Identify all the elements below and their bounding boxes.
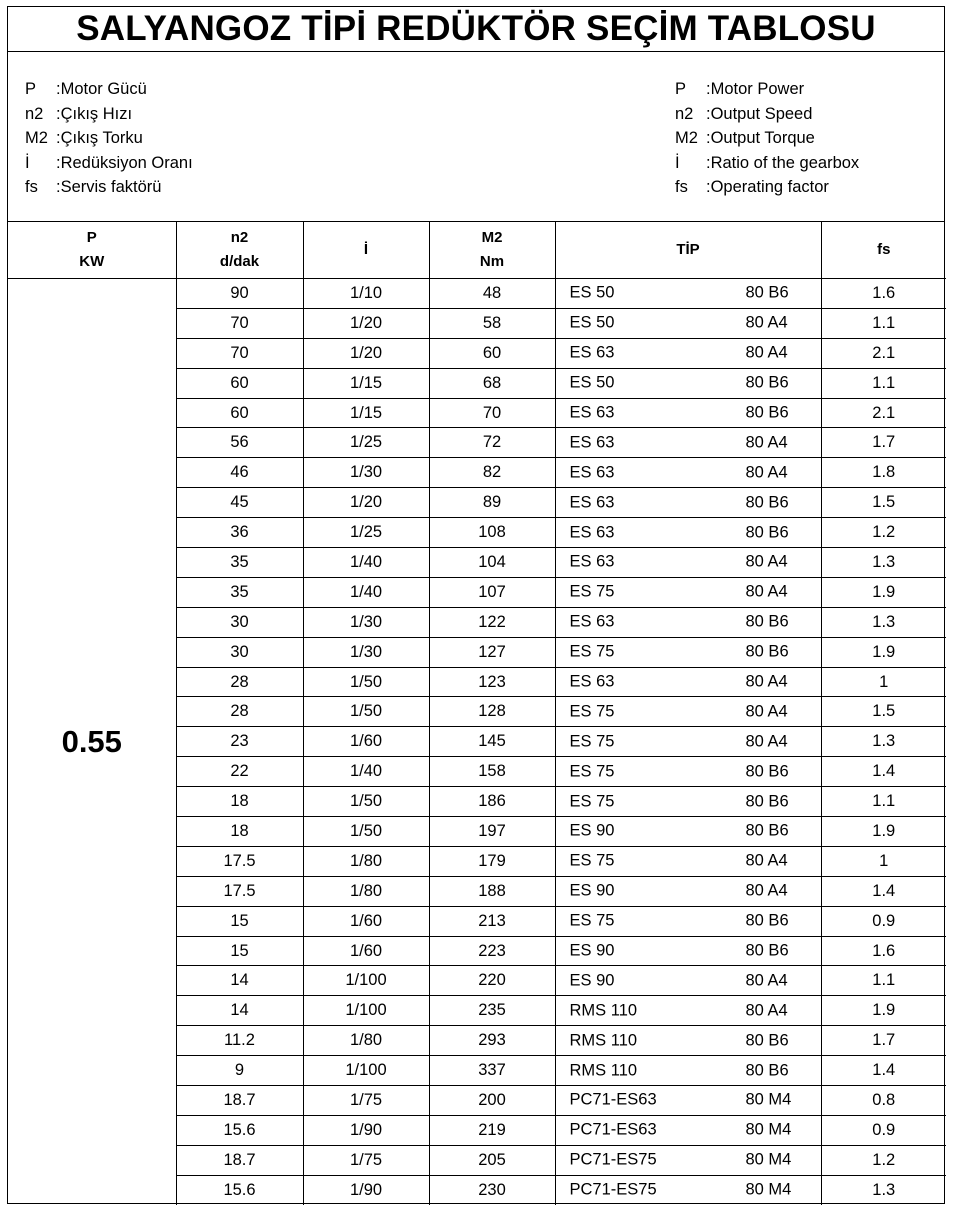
legend-item [25, 126, 193, 151]
gearbox-model: RMS 110 [569, 1001, 638, 1020]
legend-symbol: İ [675, 153, 680, 172]
cell-output-torque: 72 [429, 428, 555, 458]
cell-type [555, 458, 821, 488]
gearbox-model: RMS 110 [569, 1061, 638, 1080]
cell-ratio: 1/75 [303, 1145, 429, 1175]
legend-symbol: M2 [25, 129, 48, 147]
gearbox-model: PC71-ES75 [569, 1150, 657, 1169]
motor-type: 80 A4 [745, 971, 788, 990]
cell-output-torque: 82 [429, 458, 555, 488]
cell-output-speed: 70 [176, 308, 303, 338]
cell-output-speed: 28 [176, 667, 303, 697]
gearbox-model: ES 63 [569, 493, 615, 512]
legend-text: :Ratio of the gearbox [706, 153, 860, 172]
gearbox-model: ES 50 [569, 283, 615, 302]
motor-type: 80 B6 [745, 1061, 789, 1080]
cell-output-speed: 15 [176, 906, 303, 936]
cell-ratio: 1/10 [303, 279, 429, 309]
legend-item [675, 77, 859, 102]
header-power-unit: KW [79, 252, 105, 270]
cell-ratio: 1/90 [303, 1115, 429, 1145]
cell-output-speed: 14 [176, 966, 303, 996]
selection-table [8, 221, 946, 1205]
cell-output-torque: 122 [429, 607, 555, 637]
legend-text: :Output Torque [706, 129, 815, 147]
cell-service-factor: 1.6 [821, 936, 946, 966]
cell-service-factor: 1.1 [821, 368, 946, 398]
cell-ratio: 1/40 [303, 548, 429, 578]
cell-service-factor: 2.1 [821, 398, 946, 428]
gearbox-model: ES 50 [569, 373, 615, 392]
cell-output-torque: 158 [429, 757, 555, 787]
cell-service-factor: 1.9 [821, 817, 946, 847]
cell-ratio: 1/25 [303, 428, 429, 458]
cell-type [555, 996, 821, 1026]
motor-type: 80 B6 [745, 941, 789, 960]
cell-output-torque: 223 [429, 936, 555, 966]
gearbox-model: PC71-ES63 [569, 1120, 657, 1139]
gearbox-model: ES 63 [569, 403, 615, 422]
header-output-torque [429, 221, 555, 279]
cell-output-speed: 56 [176, 428, 303, 458]
cell-output-torque: 128 [429, 697, 555, 727]
gearbox-model: ES 63 [569, 552, 615, 571]
cell-ratio: 1/60 [303, 906, 429, 936]
cell-output-torque: 230 [429, 1175, 555, 1204]
cell-type [555, 1086, 821, 1116]
cell-service-factor: 1.8 [821, 458, 946, 488]
cell-type [555, 398, 821, 428]
cell-output-speed: 15.6 [176, 1175, 303, 1204]
legend-text: :Motor Gücü [56, 80, 147, 98]
gearbox-model: ES 63 [569, 433, 615, 452]
cell-output-torque: 197 [429, 817, 555, 847]
cell-type [555, 1115, 821, 1145]
header-m2-unit: Nm [479, 252, 505, 270]
motor-type: 80 M4 [745, 1090, 792, 1109]
cell-service-factor: 1.9 [821, 577, 946, 607]
header-power [8, 221, 176, 279]
cell-output-speed: 36 [176, 518, 303, 548]
motor-type: 80 B6 [745, 403, 789, 422]
gearbox-model: RMS 110 [569, 1031, 638, 1050]
cell-output-torque: 145 [429, 727, 555, 757]
motor-type: 80 B6 [745, 911, 789, 930]
legend-text: :Çıkış Torku [56, 129, 143, 147]
cell-output-speed: 11.2 [176, 1026, 303, 1056]
cell-service-factor: 1.9 [821, 996, 946, 1026]
cell-output-speed: 46 [176, 458, 303, 488]
cell-output-speed: 15.6 [176, 1115, 303, 1145]
cell-output-torque: 58 [429, 308, 555, 338]
cell-output-torque: 337 [429, 1056, 555, 1086]
cell-service-factor: 1.3 [821, 607, 946, 637]
cell-service-factor: 1.4 [821, 757, 946, 787]
motor-type: 80 A4 [745, 851, 788, 870]
table-header-row [8, 221, 946, 279]
motor-type: 80 A4 [745, 343, 788, 362]
legend-turkish [25, 77, 193, 200]
cell-output-torque: 60 [429, 338, 555, 368]
cell-output-torque: 123 [429, 667, 555, 697]
motor-type: 80 M4 [745, 1150, 792, 1169]
cell-service-factor: 0.9 [821, 1115, 946, 1145]
header-fs-label: fs [877, 240, 891, 258]
cell-service-factor: 1.1 [821, 966, 946, 996]
header-type-label: TİP [676, 240, 700, 258]
legend-symbol: İ [25, 153, 30, 172]
cell-type [555, 428, 821, 458]
motor-type: 80 M4 [745, 1120, 792, 1139]
table-body [8, 279, 946, 1205]
cell-service-factor: 1.4 [821, 1056, 946, 1086]
motor-type: 80 A4 [745, 313, 788, 332]
cell-output-speed: 60 [176, 398, 303, 428]
motor-type: 80 B6 [745, 493, 789, 512]
motor-type: 80 B6 [745, 523, 789, 542]
cell-output-torque: 213 [429, 906, 555, 936]
cell-type [555, 548, 821, 578]
cell-type [555, 936, 821, 966]
cell-ratio: 1/60 [303, 727, 429, 757]
cell-ratio: 1/30 [303, 637, 429, 667]
cell-ratio: 1/50 [303, 817, 429, 847]
gearbox-model: ES 63 [569, 463, 615, 482]
cell-output-torque: 220 [429, 966, 555, 996]
cell-type [555, 817, 821, 847]
cell-output-speed: 14 [176, 996, 303, 1026]
cell-ratio: 1/80 [303, 876, 429, 906]
header-ratio-label: İ [363, 240, 369, 258]
cell-output-speed: 35 [176, 548, 303, 578]
legend-symbol: fs [25, 178, 38, 196]
gearbox-model: ES 75 [569, 732, 615, 751]
cell-service-factor: 1.6 [821, 279, 946, 309]
gearbox-model: ES 75 [569, 851, 615, 870]
cell-output-speed: 28 [176, 697, 303, 727]
header-n2-label: n2 [230, 228, 249, 246]
cell-ratio: 1/50 [303, 787, 429, 817]
gearbox-model: ES 75 [569, 642, 615, 661]
cell-output-torque: 89 [429, 488, 555, 518]
cell-output-speed: 22 [176, 757, 303, 787]
cell-ratio: 1/20 [303, 488, 429, 518]
cell-output-torque: 107 [429, 577, 555, 607]
cell-output-torque: 127 [429, 637, 555, 667]
cell-type [555, 368, 821, 398]
gearbox-model: ES 90 [569, 881, 615, 900]
cell-ratio: 1/15 [303, 398, 429, 428]
legend-symbol: n2 [25, 104, 44, 123]
cell-output-torque: 188 [429, 876, 555, 906]
header-power-label: P [86, 228, 97, 246]
cell-output-speed: 45 [176, 488, 303, 518]
motor-type: 80 B6 [745, 762, 789, 781]
motor-type: 80 A4 [745, 1001, 788, 1020]
motor-type: 80 A4 [745, 582, 788, 601]
cell-service-factor: 1 [821, 667, 946, 697]
page-title: SALYANGOZ TİPİ REDÜKTÖR SEÇİM TABLOSU [8, 7, 944, 52]
cell-ratio: 1/50 [303, 697, 429, 727]
cell-output-speed: 17.5 [176, 876, 303, 906]
motor-type: 80 B6 [745, 283, 789, 302]
header-service-factor [821, 221, 946, 279]
cell-output-speed: 15 [176, 936, 303, 966]
motor-type: 80 A4 [745, 881, 788, 900]
cell-service-factor: 1.9 [821, 637, 946, 667]
cell-type [555, 518, 821, 548]
cell-ratio: 1/60 [303, 936, 429, 966]
cell-ratio: 1/75 [303, 1086, 429, 1116]
motor-type: 80 A4 [745, 732, 788, 751]
cell-service-factor: 1.3 [821, 548, 946, 578]
cell-service-factor: 1.3 [821, 1175, 946, 1204]
cell-type [555, 607, 821, 637]
legend-item [25, 102, 193, 127]
cell-service-factor: 1.7 [821, 1026, 946, 1056]
cell-output-torque: 186 [429, 787, 555, 817]
cell-type [555, 279, 821, 309]
gearbox-model: ES 90 [569, 821, 615, 840]
header-n2-unit: d/dak [219, 252, 260, 270]
cell-type [555, 787, 821, 817]
cell-type [555, 338, 821, 368]
cell-ratio: 1/80 [303, 846, 429, 876]
cell-type [555, 667, 821, 697]
legend-text: :Redüksiyon Oranı [56, 153, 193, 172]
gearbox-model: ES 50 [569, 313, 615, 332]
cell-type [555, 697, 821, 727]
table-row [8, 279, 946, 309]
motor-type: 80 A4 [745, 702, 788, 721]
cell-output-speed: 18.7 [176, 1145, 303, 1175]
cell-output-torque: 205 [429, 1145, 555, 1175]
cell-output-torque: 219 [429, 1115, 555, 1145]
header-output-speed [176, 221, 303, 279]
cell-output-speed: 90 [176, 279, 303, 309]
cell-output-speed: 17.5 [176, 846, 303, 876]
legend-text: :Çıkış Hızı [56, 104, 133, 123]
cell-type [555, 577, 821, 607]
legend-item [675, 102, 859, 127]
cell-ratio: 1/20 [303, 338, 429, 368]
cell-output-torque: 293 [429, 1026, 555, 1056]
cell-output-torque: 70 [429, 398, 555, 428]
cell-type [555, 1056, 821, 1086]
legend-panel [8, 51, 944, 222]
cell-type [555, 488, 821, 518]
cell-type [555, 637, 821, 667]
gearbox-model: ES 75 [569, 792, 615, 811]
cell-service-factor: 1.4 [821, 876, 946, 906]
cell-ratio: 1/50 [303, 667, 429, 697]
cell-ratio: 1/100 [303, 1056, 429, 1086]
cell-ratio: 1/30 [303, 458, 429, 488]
cell-service-factor: 1.1 [821, 308, 946, 338]
cell-type [555, 846, 821, 876]
cell-output-speed: 30 [176, 607, 303, 637]
cell-output-speed: 23 [176, 727, 303, 757]
power-value: 0.55 [61, 723, 122, 759]
cell-output-speed: 18.7 [176, 1086, 303, 1116]
cell-ratio: 1/25 [303, 518, 429, 548]
motor-type: 80 A4 [745, 552, 788, 571]
legend-text: :Motor Power [706, 80, 805, 98]
cell-service-factor: 1.5 [821, 488, 946, 518]
gearbox-model: ES 75 [569, 702, 615, 721]
motor-type: 80 B6 [745, 612, 789, 631]
cell-type [555, 757, 821, 787]
cell-output-speed: 9 [176, 1056, 303, 1086]
header-ratio [303, 221, 429, 279]
motor-type: 80 M4 [745, 1180, 792, 1199]
gearbox-model: PC71-ES63 [569, 1090, 657, 1109]
motor-type: 80 B6 [745, 373, 789, 392]
motor-type: 80 B6 [745, 792, 789, 811]
cell-service-factor: 1.2 [821, 518, 946, 548]
legend-item [675, 151, 859, 176]
legend-item [25, 77, 193, 102]
motor-type: 80 A4 [745, 463, 788, 482]
cell-output-torque: 179 [429, 846, 555, 876]
cell-service-factor: 1 [821, 846, 946, 876]
cell-output-speed: 60 [176, 368, 303, 398]
cell-type [555, 966, 821, 996]
cell-type [555, 906, 821, 936]
motor-type: 80 B6 [745, 642, 789, 661]
cell-ratio: 1/40 [303, 757, 429, 787]
gearbox-model: ES 63 [569, 612, 615, 631]
cell-output-speed: 18 [176, 817, 303, 847]
cell-ratio: 1/30 [303, 607, 429, 637]
gearbox-model: ES 63 [569, 343, 615, 362]
legend-item [675, 175, 859, 200]
cell-ratio: 1/90 [303, 1175, 429, 1204]
legend-symbol: P [675, 80, 687, 98]
legend-text: :Output Speed [706, 104, 813, 123]
cell-ratio: 1/15 [303, 368, 429, 398]
motor-type: 80 A4 [745, 433, 788, 452]
cell-service-factor: 1.3 [821, 727, 946, 757]
cell-ratio: 1/100 [303, 966, 429, 996]
legend-symbol: M2 [675, 129, 698, 147]
selection-table-sheet [7, 6, 945, 1204]
gearbox-model: PC71-ES75 [569, 1180, 657, 1199]
legend-item [675, 126, 859, 151]
cell-output-speed: 35 [176, 577, 303, 607]
cell-service-factor: 1.7 [821, 428, 946, 458]
cell-ratio: 1/20 [303, 308, 429, 338]
cell-service-factor: 1.5 [821, 697, 946, 727]
cell-output-torque: 108 [429, 518, 555, 548]
legend-text: :Servis faktörü [56, 178, 162, 196]
legend-text: :Operating factor [706, 178, 829, 196]
legend-symbol: P [25, 80, 37, 98]
gearbox-model: ES 75 [569, 762, 615, 781]
cell-output-speed: 18 [176, 787, 303, 817]
gearbox-model: ES 63 [569, 672, 615, 691]
cell-output-torque: 235 [429, 996, 555, 1026]
cell-type [555, 727, 821, 757]
cell-ratio: 1/40 [303, 577, 429, 607]
cell-type [555, 876, 821, 906]
cell-ratio: 1/100 [303, 996, 429, 1026]
cell-output-speed: 70 [176, 338, 303, 368]
cell-service-factor: 1.2 [821, 1145, 946, 1175]
gearbox-model: ES 90 [569, 971, 615, 990]
cell-type [555, 308, 821, 338]
gearbox-model: ES 75 [569, 582, 615, 601]
cell-service-factor: 2.1 [821, 338, 946, 368]
header-type [555, 221, 821, 279]
gearbox-model: ES 75 [569, 911, 615, 930]
gearbox-model: ES 63 [569, 523, 615, 542]
legend-item [25, 175, 193, 200]
cell-output-torque: 104 [429, 548, 555, 578]
legend-english [675, 77, 859, 200]
cell-output-torque: 48 [429, 279, 555, 309]
legend-item [25, 151, 193, 176]
cell-service-factor: 1.1 [821, 787, 946, 817]
motor-type: 80 B6 [745, 1031, 789, 1050]
cell-output-speed: 30 [176, 637, 303, 667]
cell-type [555, 1175, 821, 1204]
cell-service-factor: 0.9 [821, 906, 946, 936]
cell-ratio: 1/80 [303, 1026, 429, 1056]
cell-type [555, 1026, 821, 1056]
header-m2-label: M2 [481, 228, 503, 246]
gearbox-model: ES 90 [569, 941, 615, 960]
cell-output-torque: 68 [429, 368, 555, 398]
legend-symbol: n2 [675, 104, 694, 123]
motor-type: 80 B6 [745, 821, 789, 840]
cell-type [555, 1145, 821, 1175]
cell-service-factor: 0.8 [821, 1086, 946, 1116]
legend-symbol: fs [675, 178, 688, 196]
motor-type: 80 A4 [745, 672, 788, 691]
cell-output-torque: 200 [429, 1086, 555, 1116]
